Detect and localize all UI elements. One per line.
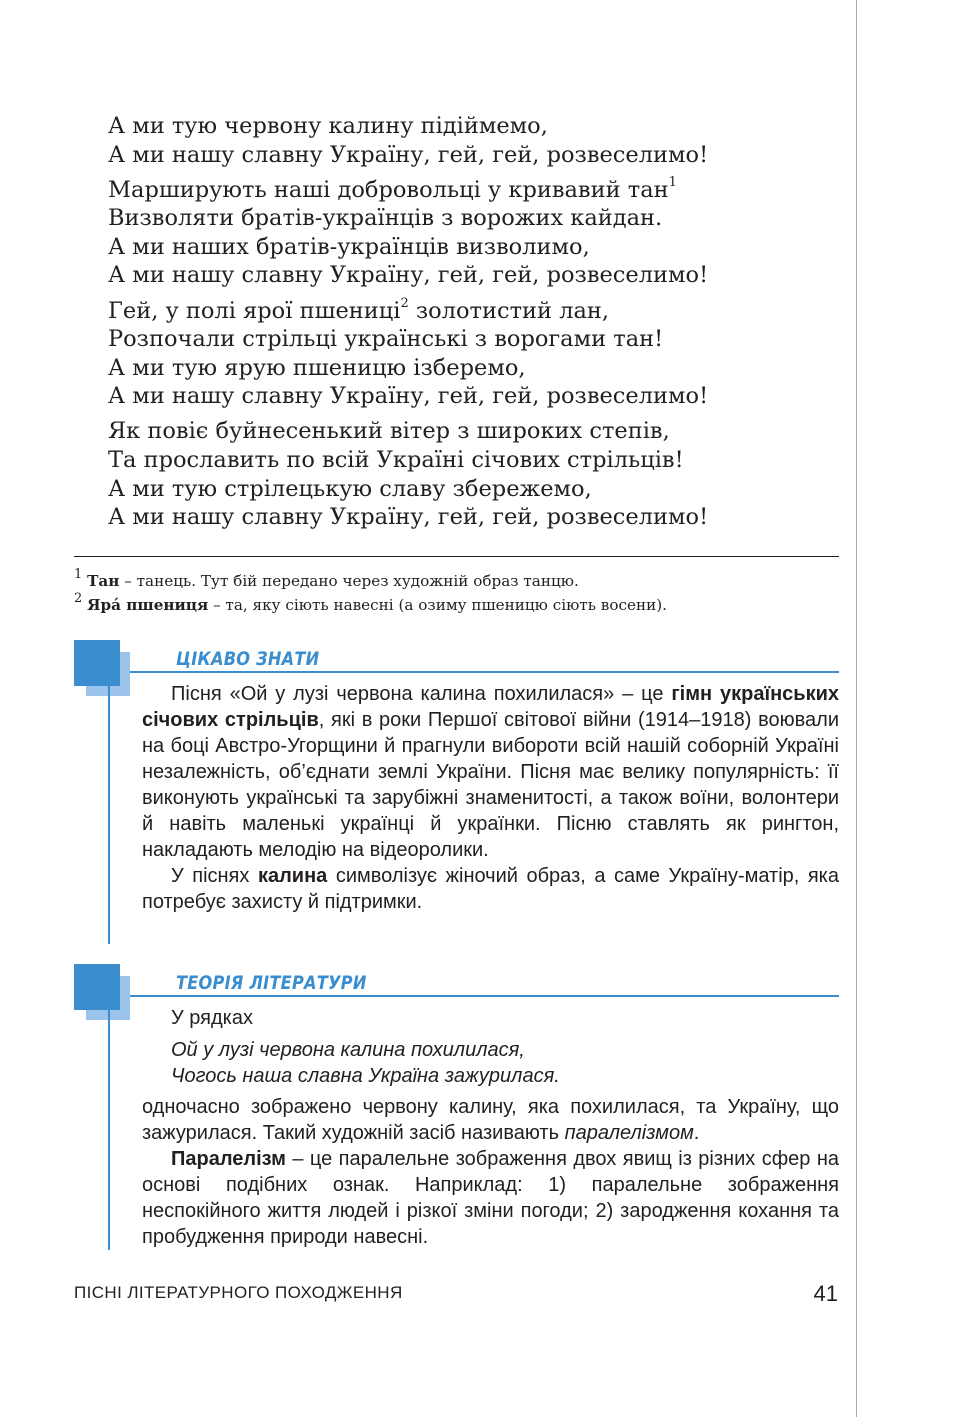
- stanza-2: [108, 176, 828, 290]
- stanza-4: [108, 417, 828, 531]
- theory-paragraph-1: [142, 1094, 839, 1146]
- box-square-dark: [74, 640, 120, 686]
- interesting-paragraph-2: [142, 863, 839, 915]
- poem: [108, 112, 828, 538]
- poem-line: А ми нашу славну Україну, гей, гей, розвеселимо!: [108, 383, 709, 410]
- poem-line: [108, 176, 828, 205]
- interesting-title: ЦІКАВО ЗНАТИ: [176, 648, 320, 670]
- poem-line: А ми тую стрілецькую славу збережемо,: [108, 475, 592, 502]
- footnote-2: [74, 590, 839, 617]
- poem-line: А ми наших братів-українців визволимо,: [108, 233, 590, 260]
- theory-paragraph-2: [142, 1146, 839, 1250]
- text-run: Пісня «Ой у лузі червона калина похилилася» – це: [171, 683, 672, 705]
- italic-term: паралелізмом: [564, 1122, 694, 1144]
- poem-line-text: Марширують наші добровольці у кривавий тан: [108, 176, 669, 203]
- quote-line: Чогось наша славна Україна зажурилася.: [171, 1065, 560, 1087]
- footnote-term: Ярá пшениця: [87, 596, 209, 614]
- text-run: символізує жіночий образ, а саме Україну-матір, яка потребує захисту й підтримки.: [142, 865, 839, 913]
- box-left-rule: [108, 1008, 110, 1250]
- page-edge-line: [856, 0, 857, 1417]
- text-run: – це паралельне зображення двох явищ із різних сфер на основі подібних ознак. Наприклад: 1) паралельне зображення неспокійного життя людей і різкої зміни погоди; 2) зародження кохання та пробудження природи навесні.: [142, 1148, 839, 1248]
- poem-line: Як повіє буйнесенький вітер з широких степів,: [108, 418, 670, 445]
- interesting-text: [142, 681, 839, 915]
- poem-line-text: Гей, у полі ярої пшениці: [108, 297, 401, 324]
- footnote-divider: [74, 556, 839, 557]
- box-title-rule: [130, 671, 839, 673]
- poem-line: Розпочали стрільці українські з ворогами тан!: [108, 326, 664, 353]
- footnote-number: 1: [74, 566, 83, 582]
- poem-line: А ми тую червону калину підіймемо,: [108, 113, 548, 139]
- footnote-term: Тан: [87, 572, 120, 590]
- stanza-1: [108, 112, 828, 169]
- footnote-number: 2: [74, 590, 83, 606]
- page-number: 41: [813, 1281, 838, 1306]
- theory-quote: [142, 1037, 839, 1089]
- footnote-1: [74, 566, 839, 593]
- poem-line: А ми нашу славну Україну, гей, гей, розвеселимо!: [108, 262, 709, 289]
- stanza-3: [108, 297, 828, 411]
- text-run: одночасно зображено червону калину, яка похилилася, та Україну, що зажурилася. Такий художній засіб називають: [142, 1096, 839, 1144]
- poem-line: Та прославить по всій Україні січових стрільців!: [108, 447, 684, 474]
- footnotes: [74, 566, 839, 617]
- poem-line: А ми нашу славну Україну, гей, гей, розвеселимо!: [108, 504, 709, 531]
- theory-intro-line: У рядках: [171, 1007, 253, 1029]
- quote-line: Ой у лузі червона калина похилилася,: [171, 1039, 525, 1061]
- footnote-ref-2: 2: [400, 296, 409, 312]
- text-run: .: [693, 1122, 700, 1144]
- theory-text: [142, 1094, 839, 1250]
- box-square-dark: [74, 964, 120, 1010]
- theory-intro: [142, 1005, 839, 1089]
- footnote-text: – танець. Тут бій передано через художній образ танцю.: [119, 572, 579, 590]
- box-left-rule: [108, 684, 110, 944]
- text-run: , які в роки Першої світової війни (1914–1918) воювали на боці Австро-Угорщини й прагнули вибороти всій нашій соборній Україні незалежність, об’єднати землі України. Пісня має велику популярність: її виконують українські та зарубіжні знаменитості, а також воїни, волонтери й навіть маленькі українці й українки. Пісню ставлять як рингтон, накладають мелодію на відеоролики.: [142, 709, 840, 861]
- bold-term: гімн українських січових стрільців: [142, 683, 840, 731]
- box-title-rule: [130, 995, 839, 997]
- poem-line: А ми тую ярую пшеницю ізберемо,: [108, 354, 526, 381]
- footnote-ref-1: 1: [668, 175, 677, 191]
- running-footer: ПІСНІ ЛІТЕРАТУРНОГО ПОХОДЖЕННЯ: [74, 1283, 403, 1302]
- text-run: У піснях: [171, 865, 258, 887]
- footnote-text: – та, яку сіють навесні (а озиму пшеницю сіють восени).: [208, 596, 667, 614]
- interesting-paragraph-1: [142, 681, 839, 863]
- theory-title: ТЕОРІЯ ЛІТЕРАТУРИ: [176, 972, 367, 994]
- poem-line-text: золотистий лан,: [408, 297, 610, 324]
- bold-term: калина: [257, 865, 328, 887]
- bold-term: Паралелізм: [171, 1148, 286, 1170]
- poem-line: [108, 297, 828, 326]
- poem-line: А ми нашу славну Україну, гей, гей, розвеселимо!: [108, 141, 709, 168]
- poem-line: Визволяти братів-українців з ворожих кайдан.: [108, 205, 663, 232]
